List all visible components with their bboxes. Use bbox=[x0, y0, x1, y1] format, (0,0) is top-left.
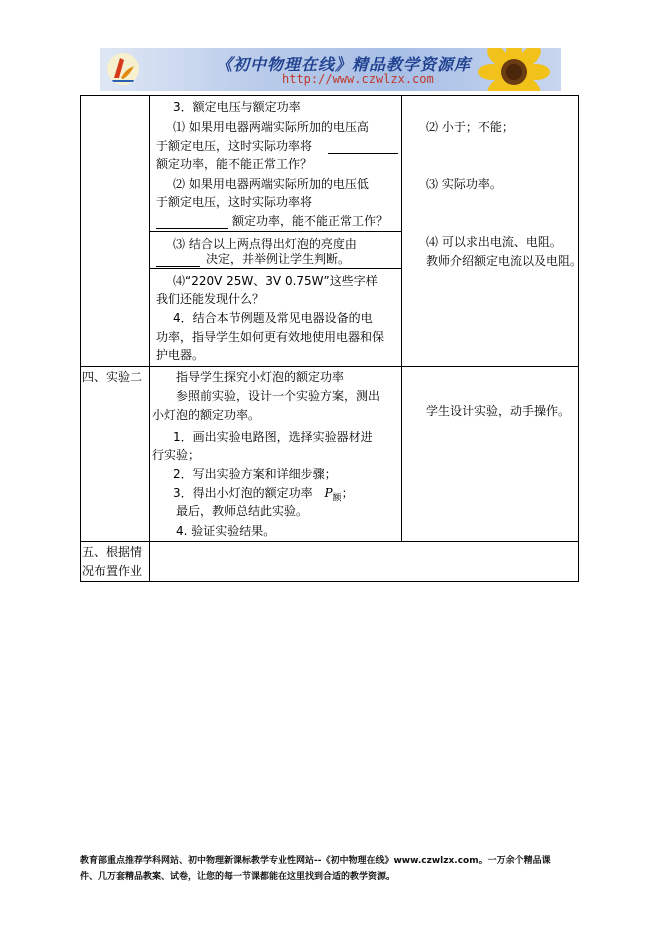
row-label: 五、根据情 bbox=[82, 545, 143, 559]
row-label: 四、实验二 bbox=[82, 370, 143, 384]
content-line: ⑵ 如果用电器两端实际所加的电压低 bbox=[173, 177, 369, 191]
note-line: 教师介绍额定电流以及电阻。 bbox=[426, 254, 583, 268]
row-divider-2 bbox=[80, 541, 579, 542]
table-border-bottom bbox=[80, 581, 579, 582]
content-line: 指导学生探究小灯泡的额定功率 bbox=[176, 370, 345, 384]
content-line: 功率，指导学生如何更有效地使用电器和保 bbox=[156, 330, 385, 344]
column-divider-1 bbox=[149, 95, 150, 582]
content-line: 4．结合本节例题及常见电器设备的电 bbox=[173, 311, 373, 325]
content-line: ⑶ 结合以上两点得出灯泡的亮度由 bbox=[173, 237, 357, 251]
content-line: 决定，并举例让学生判断。 bbox=[206, 252, 351, 266]
content-line: 小灯泡的额定功率。 bbox=[152, 408, 261, 422]
content-line: 额定功率，能不能正常工作？ bbox=[156, 157, 313, 171]
row-label: 况布置作业 bbox=[82, 564, 143, 578]
row-divider-1 bbox=[80, 366, 579, 367]
content-line: 额定功率，能不能正常工作？ bbox=[232, 214, 389, 228]
content-separator bbox=[149, 268, 401, 269]
content-text: 3．得出小灯泡的额定功率 bbox=[173, 486, 313, 500]
rated-subscript: 额 bbox=[332, 493, 342, 504]
content-line: 4. 验证实验结果。 bbox=[176, 524, 276, 538]
note-line: 学生设计实验，动手操作。 bbox=[426, 404, 571, 418]
answer-blank bbox=[156, 228, 228, 229]
footer-line: 件、几万套精品教案、试卷，让您的每一节课都能在这里找到合适的教学资源。 bbox=[80, 872, 396, 882]
content-line: 2．写出实验方案和详细步骤； bbox=[173, 467, 337, 481]
column-divider-2 bbox=[401, 95, 402, 541]
note-line: ⑶ 实际功率。 bbox=[426, 177, 502, 191]
table-border-top bbox=[80, 95, 579, 96]
content-line: ⑷“220V 25W、3V 0.75W”这些字样 bbox=[173, 274, 378, 288]
logo-icon bbox=[106, 52, 140, 86]
page-footer bbox=[80, 853, 600, 885]
table-border-left bbox=[80, 95, 81, 582]
answer-blank bbox=[328, 153, 398, 154]
content-line: 我们还能发现什么？ bbox=[156, 292, 265, 306]
content-separator bbox=[149, 231, 401, 232]
table-border-right bbox=[578, 95, 579, 582]
content-line: 于额定电压，这时实际功率将 bbox=[156, 195, 313, 209]
content-line: 最后，教师总结此实验。 bbox=[176, 504, 309, 518]
content-line: 1．画出实验电路图，选择实验器材进 bbox=[173, 430, 373, 444]
banner-url[interactable]: http://www.czwlzx.com bbox=[282, 72, 434, 86]
lesson-table bbox=[80, 95, 583, 582]
banner-title: 《初中物理在线》精品教学资源库 bbox=[216, 55, 472, 74]
content-line: 参照前实验，设计一个实验方案，测出 bbox=[176, 389, 381, 403]
header-banner bbox=[100, 48, 561, 91]
note-line: ⑷ 可以求出电流、电阻。 bbox=[426, 235, 562, 249]
sunflower-icon bbox=[466, 48, 561, 91]
content-line: 行实验； bbox=[152, 448, 201, 462]
content-line: ⑴ 如果用电器两端实际所加的电压高 bbox=[173, 120, 369, 134]
answer-blank bbox=[156, 266, 200, 267]
footer-line: 教育部重点推荐学科网站、初中物理新课标教学专业性网站--《初中物理在线》www.czwlzx.com。一万余个精品课 bbox=[80, 856, 551, 866]
semicolon-text: ； bbox=[341, 486, 354, 500]
content-line: 护电器。 bbox=[156, 348, 205, 362]
content-line: 于额定电压，这时实际功率将 bbox=[156, 139, 313, 153]
power-symbol: P bbox=[324, 486, 333, 500]
content-line: 3．额定电压与额定功率 bbox=[173, 100, 301, 114]
note-line: ⑵ 小于；不能； bbox=[426, 120, 514, 134]
